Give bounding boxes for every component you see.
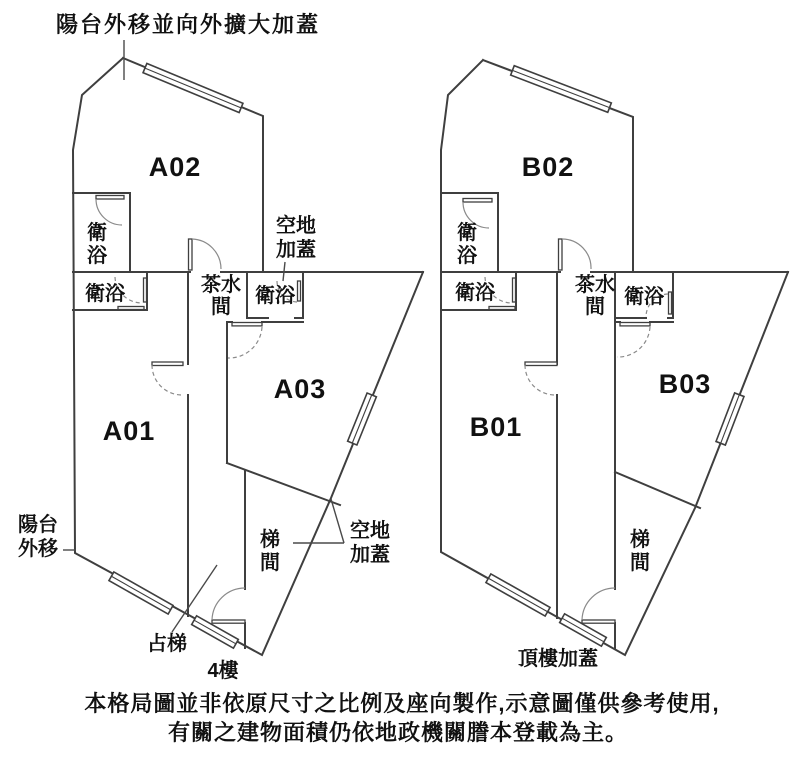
- door-arc: [582, 588, 615, 620]
- bath-label-a-band-left: 衛浴: [85, 283, 125, 305]
- stairwell-label-a: 梯間: [260, 529, 280, 574]
- door-arc: [212, 588, 245, 620]
- vacant-label-bottom: 空地加蓋: [350, 520, 390, 566]
- unit-label-a03: A03: [273, 374, 327, 405]
- stairwell-label-b: 梯間: [630, 529, 650, 574]
- disclaimer-line-1: 本格局圖並非依原尺寸之比例及座向製作,示意圖僅供參考使用,: [84, 690, 720, 716]
- door-arc: [562, 239, 591, 269]
- bath-label-a-band-right: 衛浴: [255, 285, 295, 307]
- balcony-note-label: 陽台外移: [18, 514, 58, 560]
- door-arc: [228, 327, 262, 358]
- pantry-label-a: 茶水間: [201, 274, 241, 318]
- vacant-top-leader: [283, 262, 285, 281]
- leader-lines: [63, 40, 344, 632]
- window-icon: [109, 572, 173, 614]
- door-arc: [192, 239, 221, 269]
- occupied-stair-label: 占梯: [147, 633, 187, 655]
- unit-label-b01: B01: [469, 412, 523, 443]
- window-icon: [716, 393, 744, 445]
- unit-label-b03: B03: [658, 369, 712, 400]
- window-icon: [486, 574, 550, 616]
- floor-label-a: 4樓: [207, 660, 239, 682]
- bath-label-b-band-right: 衛浴: [624, 286, 664, 308]
- unit-label-a02: A02: [148, 152, 202, 183]
- top-annotation: 陽台外移並向外擴大加蓋: [55, 11, 321, 37]
- window-icon: [348, 393, 377, 445]
- door-arc: [525, 365, 555, 395]
- unit-label-b02: B02: [521, 152, 575, 183]
- bath-label-b02: 衛浴: [457, 222, 477, 267]
- door-arc: [617, 327, 650, 357]
- bath-label-b-band-left: 衛浴: [455, 282, 495, 304]
- disclaimer-line-2: 有關之建物面積仍依地政機關謄本登載為主。: [167, 719, 629, 745]
- pantry-label-b: 茶水間: [575, 274, 615, 318]
- unit-label-a01: A01: [102, 416, 156, 447]
- window-icon: [560, 614, 607, 646]
- window-icon: [143, 63, 243, 112]
- floor-label-b: 頂樓加蓋: [518, 648, 598, 670]
- vacant-bottom-leader: [293, 499, 344, 543]
- vacant-label-top: 空地加蓋: [276, 215, 316, 261]
- bath-label-a02: 衛浴: [87, 222, 107, 267]
- door-arc: [152, 365, 182, 395]
- plan-b: [441, 60, 788, 655]
- window-icon: [511, 66, 612, 113]
